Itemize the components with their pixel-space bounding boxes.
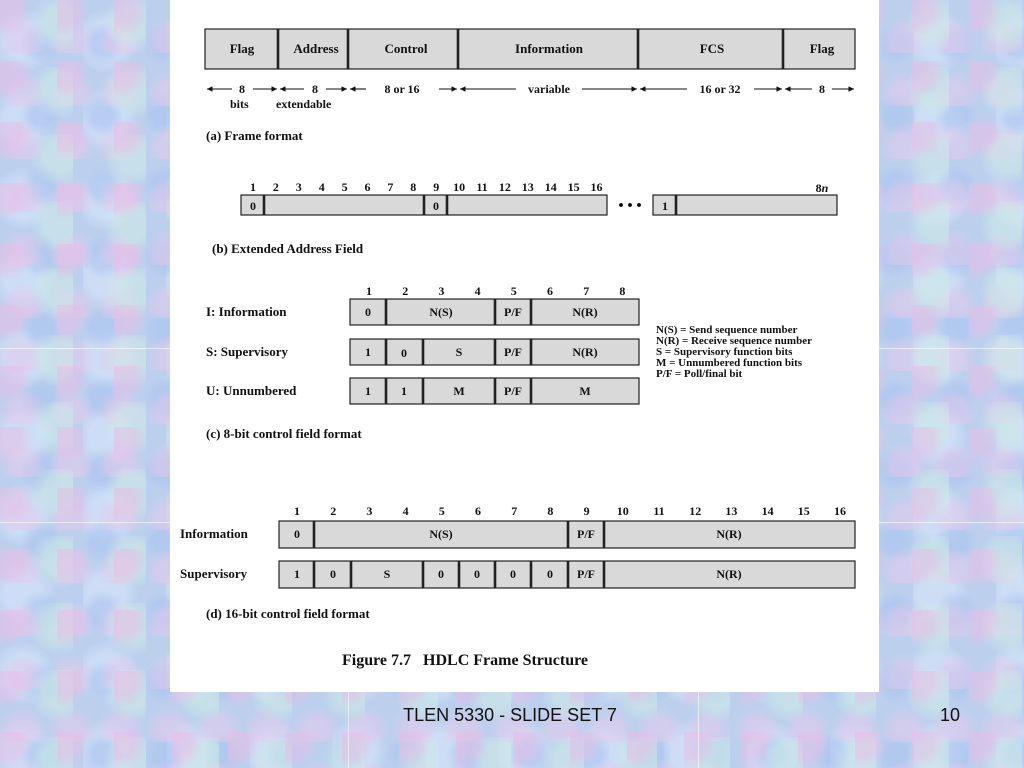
field-cell: S (455, 345, 463, 359)
frame-format (205, 29, 855, 143)
caption-16bit-control: (d) 16-bit control field format (206, 606, 370, 621)
bit-number: 15 (567, 180, 580, 194)
bit-number: 13 (725, 504, 738, 518)
bit-number: 16 (834, 504, 846, 518)
frame-field-flag: Flag (809, 41, 835, 56)
figure-title: Figure 7.7 HDLC Frame Structure (342, 652, 589, 669)
field-cell: 1 (401, 384, 407, 398)
legend-item: P/F = Poll/final bit (656, 368, 743, 380)
row-label: S: Supervisory (206, 344, 288, 359)
bit-number: 10 (616, 504, 629, 518)
bit-number: 3 (438, 284, 445, 298)
extension-bit: 0 (433, 199, 439, 213)
field-cell: 0 (294, 527, 300, 541)
field-length: 8 (312, 82, 318, 96)
bit-number: 3 (295, 180, 302, 194)
field-cell: 0 (330, 567, 336, 581)
field-length: variable (528, 82, 570, 96)
bit-number: 5 (341, 180, 348, 194)
field-length: 8 (819, 82, 825, 96)
ellipsis: • • • (618, 198, 642, 214)
bit-number: 5 (438, 504, 445, 518)
row-label: Supervisory (180, 566, 248, 581)
bit-number: 9 (583, 504, 590, 518)
extended-address-field (212, 180, 837, 256)
bit-number: 7 (387, 180, 394, 194)
legend-item: M = Unnumbered function bits (656, 357, 803, 369)
bit-number: 4 (402, 504, 409, 518)
field-cell: P/F (577, 567, 595, 581)
field-cell: 0 (401, 346, 407, 360)
frame-field-flag: Flag (229, 41, 255, 56)
field-cell: 0 (547, 567, 553, 581)
bit-number: 9 (433, 180, 440, 194)
field-cell: N(R) (572, 305, 598, 319)
caption-extended-address: (b) Extended Address Field (212, 241, 364, 256)
bit-number: 5 (510, 284, 517, 298)
bit-number-row (366, 284, 625, 298)
bit-number: 7 (583, 284, 590, 298)
control-field-8bit (206, 284, 812, 441)
legend-item: N(S) = Send sequence number (656, 324, 798, 336)
field-cell: S (383, 567, 391, 581)
field-cell: 1 (294, 567, 300, 581)
field-cell: 0 (510, 567, 516, 581)
field-cell: 0 (438, 567, 444, 581)
extension-bit: 1 (662, 199, 668, 213)
bit-number: 6 (364, 180, 371, 194)
caption-frame-format: (a) Frame format (206, 128, 303, 143)
field-cell: M (579, 384, 591, 398)
bit-number: 8 (619, 284, 626, 298)
bit-number: 2 (402, 284, 409, 298)
field-length: 16 or 32 (699, 82, 741, 96)
bit-number: 12 (498, 180, 511, 194)
bit-number: 12 (689, 504, 702, 518)
field-cell: P/F (504, 305, 522, 319)
field-cell: N(S) (429, 527, 453, 541)
bit-number: 4 (474, 284, 481, 298)
figure-panel (170, 0, 879, 692)
bit-number: 14 (544, 180, 557, 194)
bit-number: 8 (410, 180, 417, 194)
field-cell: 1 (365, 345, 371, 359)
frame-field-control: Control (384, 41, 428, 56)
field-cell: 0 (365, 305, 371, 319)
extendable-label: extendable (276, 97, 332, 111)
field-length: 8 (239, 82, 245, 96)
bit-number: 1 (294, 504, 300, 518)
bit-number: 14 (761, 504, 774, 518)
bit-number: 11 (653, 504, 665, 518)
address-octet-box (653, 195, 837, 215)
field-cell: N(R) (572, 345, 598, 359)
frame-field-information: Information (515, 41, 583, 56)
hdlc-frame-diagram (170, 0, 879, 692)
field-cell: N(R) (716, 567, 742, 581)
bit-number: 10 (453, 180, 466, 194)
bit-number: 13 (521, 180, 534, 194)
row-label: U: Unnumbered (206, 383, 297, 398)
field-cell: N(R) (716, 527, 742, 541)
bit-number: 6 (475, 504, 481, 518)
frame-field-address: Address (293, 41, 339, 56)
field-cell: M (453, 384, 465, 398)
field-cell: P/F (577, 527, 595, 541)
slide-number: 10 (939, 705, 961, 725)
control-field-16bit (180, 504, 855, 621)
legend-item: N(R) = Receive sequence number (656, 335, 812, 347)
background-line (348, 692, 349, 768)
caption-8bit-control: (c) 8-bit control field format (206, 426, 362, 441)
field-cell: P/F (504, 384, 522, 398)
field-cell: N(S) (429, 305, 453, 319)
bit-number: 1 (250, 180, 256, 194)
bit-number: 2 (272, 180, 279, 194)
field-cell: P/F (504, 345, 522, 359)
bit-number: 4 (318, 180, 325, 194)
bit-number: 7 (511, 504, 518, 518)
bits-label: bits (230, 97, 249, 111)
bit-number: 16 (590, 180, 603, 194)
bit-number: 3 (366, 504, 373, 518)
frame-field-fcs: FCS (699, 41, 725, 56)
bit-number: 2 (330, 504, 337, 518)
row-label: I: Information (206, 304, 287, 319)
bit-number-row (250, 180, 603, 194)
row-label: Information (180, 526, 248, 541)
extension-bit: 0 (250, 199, 256, 213)
legend-item: S = Supervisory function bits (656, 346, 793, 358)
slide-footer-title: TLEN 5330 - SLIDE SET 7 (403, 705, 617, 725)
background-line (698, 692, 699, 768)
bit-number-row (294, 504, 846, 518)
bit-number: 1 (366, 284, 372, 298)
bit-number: 11 (476, 180, 488, 194)
field-cell: 1 (365, 384, 371, 398)
field-cell: 0 (474, 567, 480, 581)
bit-number: 15 (797, 504, 810, 518)
bit-number: 8 (547, 504, 554, 518)
field-length: 8 or 16 (384, 82, 420, 96)
last-bit-number: 8n (815, 181, 829, 195)
bit-number: 6 (547, 284, 553, 298)
